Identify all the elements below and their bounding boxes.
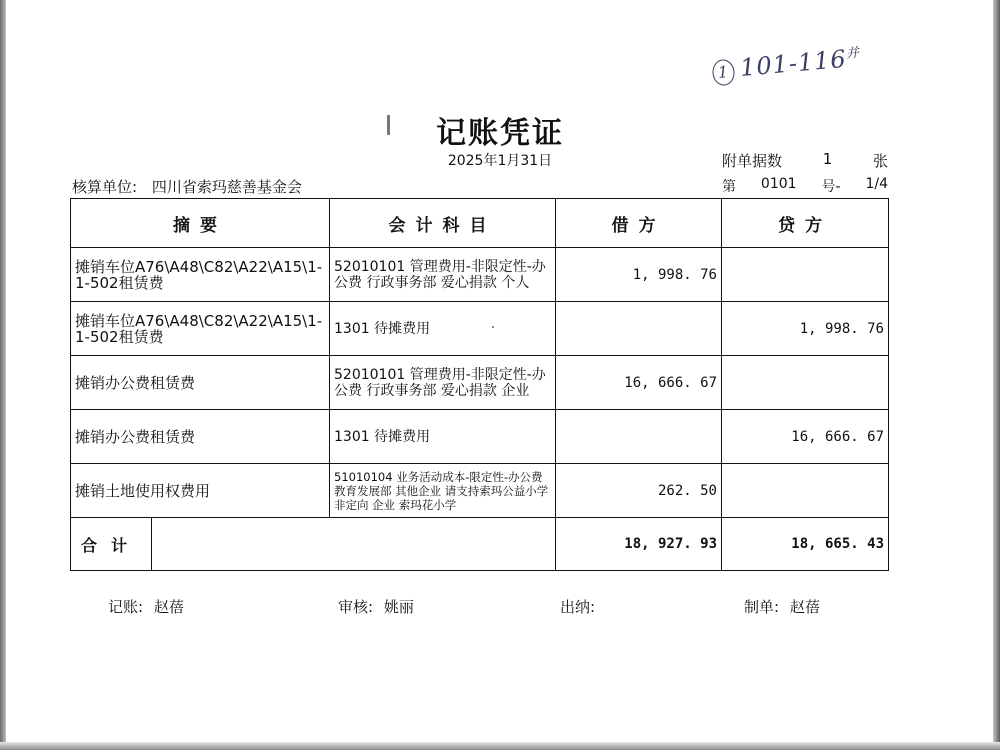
row-summary: 摊销办公费租赁费 bbox=[71, 410, 330, 464]
total-credit: 18, 665. 43 bbox=[722, 518, 889, 571]
row-credit bbox=[722, 356, 889, 410]
header-debit: 借方 bbox=[556, 199, 722, 248]
header-account: 会计科目 bbox=[330, 199, 556, 248]
row-debit: 262. 50 bbox=[556, 464, 722, 518]
row-debit bbox=[556, 302, 722, 356]
document-title: 记账凭证 bbox=[436, 116, 564, 151]
row-credit bbox=[722, 248, 889, 302]
row-debit: 1, 998. 76 bbox=[556, 248, 722, 302]
row-credit: 16, 666. 67 bbox=[722, 410, 889, 464]
header-summary: 摘要 bbox=[71, 199, 330, 248]
row-debit: 16, 666. 67 bbox=[556, 356, 722, 410]
handwritten-range: 101-116 bbox=[738, 44, 848, 82]
total-blank bbox=[152, 518, 555, 570]
preparer-name: 赵蓓 bbox=[789, 598, 820, 616]
bookkeeper-label: 记账: bbox=[108, 598, 144, 616]
row-account: 1301 待摊费用 bbox=[330, 302, 556, 356]
preparer-signoff bbox=[744, 596, 820, 617]
handwritten-annotation bbox=[711, 42, 862, 87]
accounting-unit bbox=[72, 176, 302, 197]
voucher-number-value: 0101 bbox=[760, 176, 797, 192]
bookkeeper-name: 赵蓓 bbox=[153, 598, 184, 616]
voucher-number-suffix: 号- bbox=[821, 179, 841, 195]
total-label: 合计 bbox=[71, 518, 152, 570]
reviewer-name: 姚丽 bbox=[383, 598, 414, 616]
row-account: 52010101 管理费用-非限定性-办公费 行政事务部 爱心捐款 个人 bbox=[330, 248, 556, 302]
scan-edge-bottom bbox=[0, 742, 1000, 750]
cashier-signoff bbox=[560, 596, 595, 617]
bookkeeper-signoff bbox=[108, 596, 184, 617]
row-summary: 摊销办公费租赁费 bbox=[71, 356, 330, 410]
preparer-label: 制单: bbox=[744, 598, 780, 616]
table-row bbox=[71, 410, 889, 464]
cashier-label: 出纳: bbox=[560, 598, 596, 616]
row-summary: 摊销车位A76\A48\C82\A22\A15\1-1-502租赁费 bbox=[71, 302, 330, 356]
voucher-table bbox=[70, 198, 889, 571]
table-row bbox=[71, 464, 889, 518]
voucher-page: 1/4 bbox=[865, 176, 888, 192]
row-account: 52010101 管理费用-非限定性-办公费 行政事务部 爱心捐款 企业 bbox=[330, 356, 556, 410]
total-label-cell bbox=[71, 518, 556, 571]
row-summary: 摊销土地使用权费用 bbox=[71, 464, 330, 518]
row-summary: 摊销车位A76\A48\C82\A22\A15\1-1-502租赁费 bbox=[71, 248, 330, 302]
accounting-unit-value: 四川省索玛慈善基金会 bbox=[151, 178, 302, 196]
row-debit bbox=[556, 410, 722, 464]
attachment-label: 附单据数 bbox=[722, 152, 783, 170]
handwritten-circled-number: 1 bbox=[711, 59, 735, 87]
reviewer-label: 审核: bbox=[338, 598, 374, 616]
row-credit: 1, 998. 76 bbox=[722, 302, 889, 356]
total-row bbox=[71, 518, 889, 571]
table-header-row bbox=[71, 199, 889, 248]
voucher-number bbox=[722, 176, 888, 196]
header-credit: 贷方 bbox=[722, 199, 889, 248]
attachment-count bbox=[722, 150, 888, 171]
total-debit: 18, 927. 93 bbox=[556, 518, 722, 571]
table-row bbox=[71, 356, 889, 410]
attachment-value: 1 bbox=[822, 150, 833, 168]
row-credit bbox=[722, 464, 889, 518]
row-account: 1301 待摊费用 bbox=[330, 410, 556, 464]
voucher-date: 2025年1月31日 bbox=[447, 153, 553, 169]
handwritten-suffix: 并 bbox=[845, 45, 861, 62]
table-row bbox=[71, 248, 889, 302]
reviewer-signoff bbox=[338, 596, 414, 617]
voucher-number-prefix: 第 bbox=[722, 179, 736, 195]
row-account: 51010104 业务活动成本-限定性-办公费 教育发展部 其他企业 请支持索玛公益小学 非定向 企业 索玛花小学 bbox=[330, 464, 556, 518]
table-row bbox=[71, 302, 889, 356]
attachment-unit: 张 bbox=[872, 152, 888, 170]
accounting-unit-label: 核算单位: bbox=[72, 178, 138, 196]
